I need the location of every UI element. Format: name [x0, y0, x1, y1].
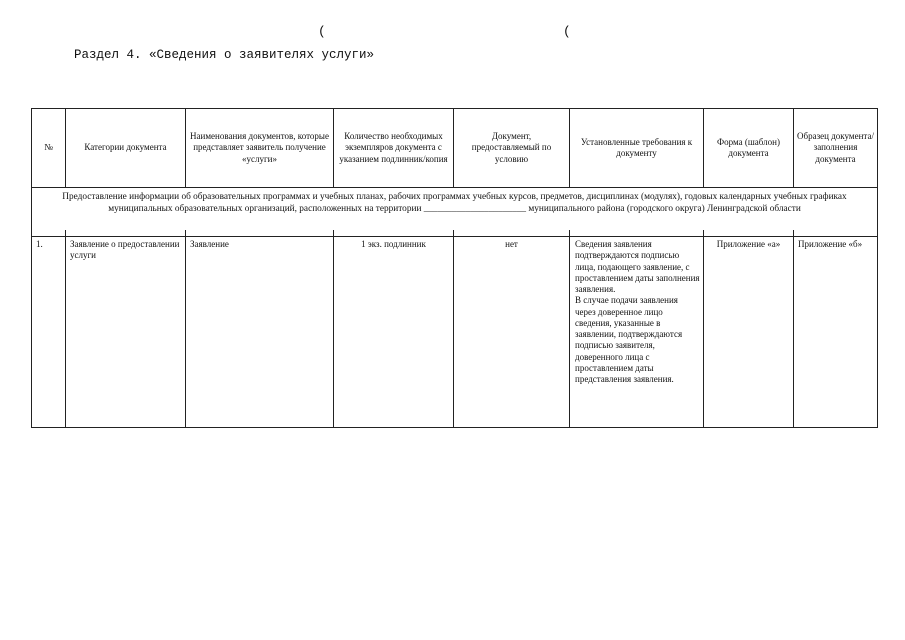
column-header-conditional: Документ, предоставляемый по условию — [454, 109, 570, 188]
header-row — [32, 109, 878, 188]
service-description: Предоставление информации об образовательных программах и учебных планах, рабочих программах учебных курсов, предметов, дисциплинах (модулях), годовых календарных учебных графиках муниципальных образовательных организаций, расположенных на территории ______________________ муниципального района (городского округа) Ленинградской области — [32, 188, 878, 231]
column-header-sample: Образец документа/ заполнения документа — [794, 109, 878, 188]
column-header-copies: Количество необходимых экземпляров документа с указанием подлинник/копия — [334, 109, 454, 188]
document-name: Заявление — [186, 237, 334, 428]
section-title: Раздел 4. «Сведения о заявителях услуги» — [74, 48, 375, 62]
document-requirements — [570, 237, 704, 428]
banner-row — [32, 188, 878, 231]
row-number: 1. — [32, 237, 66, 428]
parenthesis-right: ( — [563, 24, 571, 39]
sample-document: Приложение «б» — [794, 237, 878, 428]
table-row — [32, 237, 878, 428]
document-category: Заявление о предоставлении услуги — [66, 237, 186, 428]
column-header-doc-name: Наименования документов, которые представляет заявитель получение «услуги» — [186, 109, 334, 188]
column-header-category: Категории документа — [66, 109, 186, 188]
conditional-document: нет — [454, 237, 570, 428]
parenthesis-left: ( — [318, 24, 326, 39]
applicant-documents-table — [31, 108, 878, 428]
column-header-requirements: Установленные требования к документу — [570, 109, 704, 188]
requirements-text: Сведения заявления подтверждаются подписью лица, подающего заявление, с проставлением даты заполнения заявления. В случае подачи заявления через доверенное лицо сведения, указанные в заявлении, подтверждаются подписью заявителя, доверенного лица с проставлением даты представления заявления. — [575, 239, 700, 384]
copies-count: 1 экз. подлинник — [334, 237, 454, 428]
form-template: Приложение «а» — [704, 237, 794, 428]
column-header-form: Форма (шаблон) документа — [704, 109, 794, 188]
column-header-number: № — [32, 109, 66, 188]
